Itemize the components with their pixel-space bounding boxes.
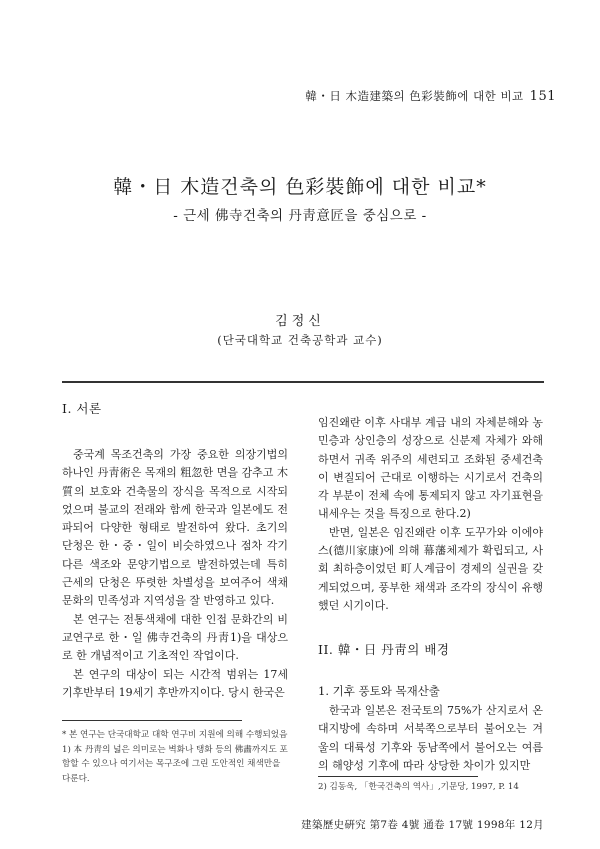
running-title: 韓・日 木造建築의 色彩裝飾에 대한 비교 [305, 89, 524, 103]
footnote: 2) 김동욱, 「한국건축의 역사」,기문당, 1997, P. 14 [318, 782, 519, 792]
right-column-body-2 [318, 702, 543, 775]
section-heading-background: II. 韓・日 丹靑의 배경 [318, 642, 450, 657]
paragraph: 본 연구는 전통색채에 대한 인접 문화간의 비교연구로 한・일 佛寺건축의 丹靑1)을 대상으로 한 개념적이고 기초적인 작업이다. [62, 612, 288, 663]
header-rule [62, 381, 544, 383]
subsection-heading: 1. 기후 풍토와 목재산출 [318, 684, 440, 698]
right-footnote [318, 780, 543, 795]
footnote: * 본 연구는 단국대학교 대학 연구비 지원에 의해 수행되었음 [62, 730, 288, 740]
footnote-rule [62, 720, 242, 721]
right-column-body [318, 414, 543, 615]
running-head [305, 88, 556, 104]
author-affiliation: (단국대학교 건축공학과 교수) [217, 333, 383, 347]
left-footnotes [62, 728, 288, 786]
paragraph: 한국과 일본은 전국토의 75%가 산지로서 온대지방에 속하며 서북쪽으로부터 불어오는 겨울의 대륙성 기후와 동남쪽에서 불어오는 여름의 해양성 기후에 따라 상당한 차이가 있지만 [318, 704, 543, 772]
paragraph: 임진왜란 이후 사대부 계급 내의 자체분해와 농민층과 상인층의 성장으로 신분제 자체가 와해하면서 귀족 위주의 세련되고 조화된 중세건축이 변질되어 근대로 이행하는 시기로서 건축의 각 부분이 전체 속에 통제되지 않고 자기표현을 내세우는 것을 특징으로 한다.2) [318, 416, 543, 521]
page-number: 151 [529, 89, 556, 104]
paragraph: 중국계 목조건축의 가장 중요한 의장기법의 하나인 丹靑術은 목재의 粗忽한 면을 감추고 木質의 보호와 건축물의 장식을 목적으로 시작되었으며 불교의 전래와 함께 한국과 일본에도 전파되어 다양한 형태로 발전하여 왔다. 초기의 단청은 한・중・일이 비슷하였으나 점차 각기 다른 색조와 문양기법으로 발전하였는데 특히 근세의 단청은 뚜렷한 차별성을 보여주어 색채문화의 민족성과 지역성을 잘 반영하고 있다. [62, 448, 288, 608]
article-title: 韓・日 木造건축의 色彩裝飾에 대한 비교* [113, 176, 487, 198]
journal-footer: 建築歷史硏究 第7卷 4號 通卷 17號 1998年 12月 [301, 819, 544, 831]
paragraph: 본 연구의 대상이 되는 시간적 범위는 17세기후반부터 19세기 후반까지이다. 당시 한국은 [62, 667, 288, 699]
footnote: 1) 本 丹靑의 넓은 의미로는 벽화나 탱화 등의 佛畵까지도 포함할 수 있으나 여기서는 목구조에 그린 도안적인 채색만을 다룬다. [62, 744, 288, 784]
article-subtitle: - 근세 佛寺건축의 丹靑意匠을 중심으로 - [173, 208, 427, 224]
paragraph: 반면, 일본은 임진왜란 이후 도꾸가와 이에야스(德川家康)에 의해 幕藩체제가 확립되고, 사회 최하층이었던 町人계급이 경제의 실권을 갖게되었으며, 풍부한 채색과 조각의 장식이 유행했던 시기이다. [318, 525, 543, 612]
footnote-rule [318, 776, 478, 777]
left-column-body [62, 446, 288, 702]
section-heading-introduction: I. 서론 [62, 401, 102, 416]
author-name: 김정신 [275, 314, 325, 329]
